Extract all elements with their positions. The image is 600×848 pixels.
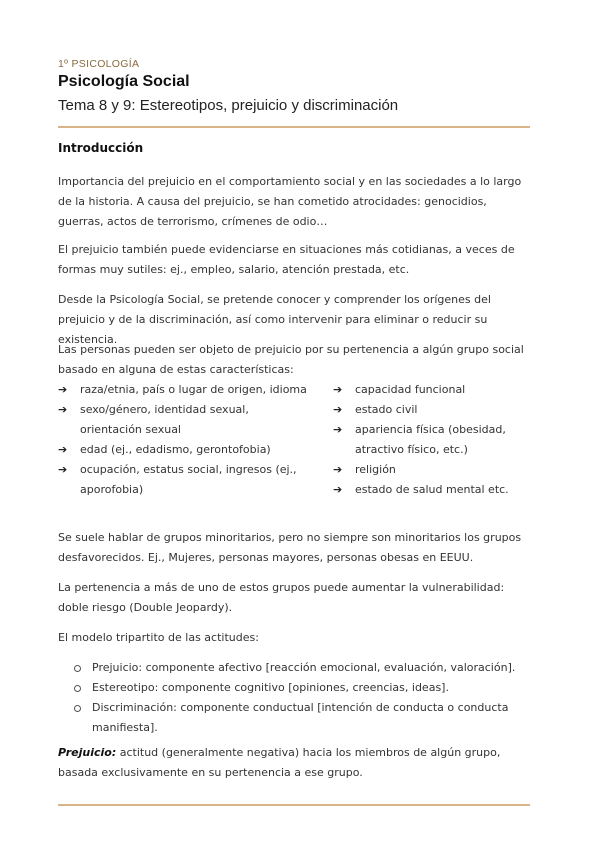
arrow-icon: ➔ (58, 403, 68, 416)
list-item: ➔ raza/etnia, país o lugar de origen, idioma (58, 380, 308, 400)
paragraph-importance: Importancia del prejuicio en el comportamiento social y en las sociedades a lo largo de la historia. A causa del prejuicio, se han cometido atrocidades: genocidios, guerras, actos de terrorismo, crímenes de odio… (58, 175, 522, 228)
list-item: ➔ estado de salud mental etc. (333, 480, 533, 500)
top-divider (58, 126, 530, 128)
arrow-icon: ➔ (58, 463, 68, 476)
characteristics-right-column (333, 380, 533, 500)
circle-bullet-icon (74, 665, 81, 672)
list-item: Estereotipo: componente cognitivo [opiniones, creencias, ideas]. (58, 678, 530, 698)
document-subtitle: Tema 8 y 9: Estereotipos, prejuicio y discriminación (58, 97, 399, 114)
list-item: ➔ edad (ej., edadismo, gerontofobia) (58, 440, 308, 460)
bottom-divider (58, 804, 530, 806)
definition-term: Prejuicio: (58, 746, 117, 759)
list-item: ➔ ocupación, estatus social, ingresos (ej., aporofobia) (58, 460, 308, 500)
section-heading: Introducción (58, 141, 144, 155)
definition-text: actitud (generalmente negativa) hacia los miembros de algún grupo, basada exclusivamente en su pertenencia a ese grupo. (58, 746, 501, 779)
list-item: ➔ apariencia física (obesidad, atractivo físico, etc.) (333, 420, 533, 460)
list-item: ➔ estado civil (333, 400, 533, 420)
paragraph-minority-groups: Se suele hablar de grupos minoritarios, pero no siempre son minoritarios los grupos desfavorecidos. Ej., Mujeres, personas mayores, personas obesas en EEUU. (58, 531, 522, 564)
list-item: ➔ capacidad funcional (333, 380, 533, 400)
arrow-icon: ➔ (333, 403, 343, 416)
paragraph-double-jeopardy: La pertenencia a más de uno de estos grupos puede aumentar la vulnerabilidad: doble riesgo (Double Jeopardy). (58, 581, 505, 614)
document-title: Psicología Social (58, 73, 190, 90)
circle-bullet-icon (74, 685, 81, 692)
arrow-icon: ➔ (333, 463, 343, 476)
paragraph-prejudice-definition (58, 743, 530, 783)
paragraph-everyday: El prejuicio también puede evidenciarse en situaciones más cotidianas, a veces de formas muy sutiles: ej., empleo, salario, atención prestada, etc. (58, 243, 515, 276)
paragraph-tripartite-intro: El modelo tripartito de las actitudes: (58, 631, 259, 644)
list-item: ➔ religión (333, 460, 533, 480)
tripartite-list (58, 658, 530, 738)
arrow-icon: ➔ (58, 443, 68, 456)
list-item: Discriminación: componente conductual [intención de conducta o conducta manifiesta]. (58, 698, 530, 738)
arrow-icon: ➔ (333, 483, 343, 496)
arrow-icon: ➔ (58, 383, 68, 396)
list-item: Prejuicio: componente afectivo [reacción emocional, evaluación, valoración]. (58, 658, 530, 678)
characteristics-left-column (58, 380, 308, 500)
course-label: 1º PSICOLOGÍA (58, 58, 140, 70)
arrow-icon: ➔ (333, 383, 343, 396)
circle-bullet-icon (74, 705, 81, 712)
arrow-icon: ➔ (333, 423, 343, 436)
paragraph-social-psychology: Desde la Psicología Social, se pretende conocer y comprender los orígenes del prejuicio y de la discriminación, así como intervenir para eliminar o reducir su existencia. (58, 293, 491, 346)
list-item: ➔ sexo/género, identidad sexual, orientación sexual (58, 400, 308, 440)
paragraph-characteristics-intro: Las personas pueden ser objeto de prejuicio por su pertenencia a algún grupo social basado en alguna de estas características: (58, 343, 524, 376)
